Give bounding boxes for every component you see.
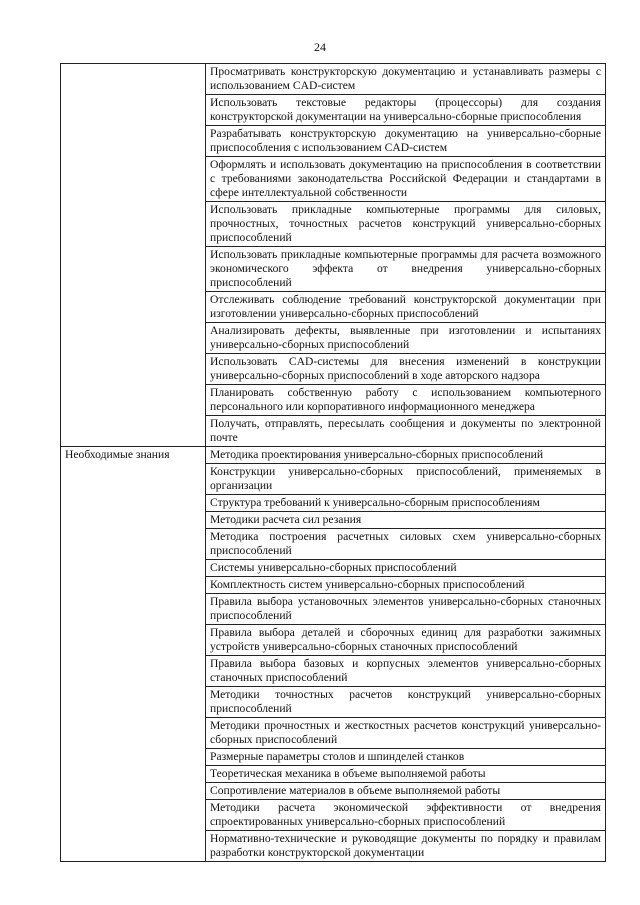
requirements-table xyxy=(60,63,606,862)
skill-item: Использовать CAD-системы для внесения изменений в конструкции универсально-сборных приспособлений в ходе авторского надзора xyxy=(206,354,606,385)
table-row xyxy=(61,64,606,95)
skill-item: Оформлять и использовать документацию на приспособления в соответствии с требованиями законодательства Российской Федерации и стандартами в сфере интеллектуальной собственности xyxy=(206,157,606,202)
knowledge-item: Методики расчета сил резания xyxy=(206,512,606,529)
knowledge-item: Методика построения расчетных силовых схем универсально-сборных приспособлений xyxy=(206,529,606,560)
knowledge-item: Нормативно-технические и руководящие документы по порядку и правилам разработки конструкторской документации xyxy=(206,831,606,862)
knowledge-item: Комплектность систем универсально-сборных приспособлений xyxy=(206,577,606,594)
skill-item: Использовать прикладные компьютерные программы для расчета возможного экономического эффекта от внедрения универсально-сборных приспособлений xyxy=(206,247,606,292)
skill-item: Использовать текстовые редакторы (процессоры) для создания конструкторской документации на универсально-сборные приспособления xyxy=(206,95,606,126)
knowledge-item: Правила выбора базовых и корпусных элементов универсально-сборных станочных приспособлений xyxy=(206,656,606,687)
skill-item: Разрабатывать конструкторскую документацию на универсально-сборные приспособления с использованием CAD-систем xyxy=(206,126,606,157)
skills-label-cell xyxy=(61,64,206,447)
knowledge-item: Размерные параметры столов и шпинделей станков xyxy=(206,749,606,766)
skill-item: Планировать собственную работу с использованием компьютерного персонального или корпоративного информационного менеджера xyxy=(206,385,606,416)
skill-item: Использовать прикладные компьютерные программы для силовых, прочностных, точностных расчетов конструкций универсально-сборных приспособлений xyxy=(206,202,606,247)
knowledge-item: Методики прочностных и жесткостных расчетов конструкций универсально-сборных приспособлений xyxy=(206,718,606,749)
knowledge-item: Сопротивление материалов в объеме выполняемой работы xyxy=(206,783,606,800)
knowledge-item: Методики точностных расчетов конструкций универсально-сборных приспособлений xyxy=(206,687,606,718)
skill-item: Анализировать дефекты, выявленные при изготовлении и испытаниях универсально-сборных приспособлений xyxy=(206,323,606,354)
page-number: 24 xyxy=(314,40,326,54)
knowledge-item: Правила выбора установочных элементов универсально-сборных станочных приспособлений xyxy=(206,594,606,625)
skill-item: Получать, отправлять, пересылать сообщения и документы по электронной почте xyxy=(206,416,606,447)
knowledge-item: Теоретическая механика в объеме выполняемой работы xyxy=(206,766,606,783)
knowledge-item: Системы универсально-сборных приспособлений xyxy=(206,560,606,577)
skill-item: Просматривать конструкторскую документацию и устанавливать размеры с использованием CAD-систем xyxy=(206,64,606,95)
knowledge-label-cell: Необходимые знания xyxy=(61,447,206,862)
table-row xyxy=(61,447,606,464)
skill-item: Отслеживать соблюдение требований конструкторской документации при изготовлении универсально-сборных приспособлений xyxy=(206,292,606,323)
knowledge-item: Методики расчета экономической эффективности от внедрения спроектированных универсально-сборных приспособлений xyxy=(206,800,606,831)
knowledge-item: Структура требований к универсально-сборным приспособлениям xyxy=(206,495,606,512)
knowledge-item: Методика проектирования универсально-сборных приспособлений xyxy=(206,447,606,464)
knowledge-item: Конструкции универсально-сборных приспособлений, применяемых в организации xyxy=(206,464,606,495)
knowledge-item: Правила выбора деталей и сборочных единиц для разработки зажимных устройств универсально-сборных станочных приспособлений xyxy=(206,625,606,656)
